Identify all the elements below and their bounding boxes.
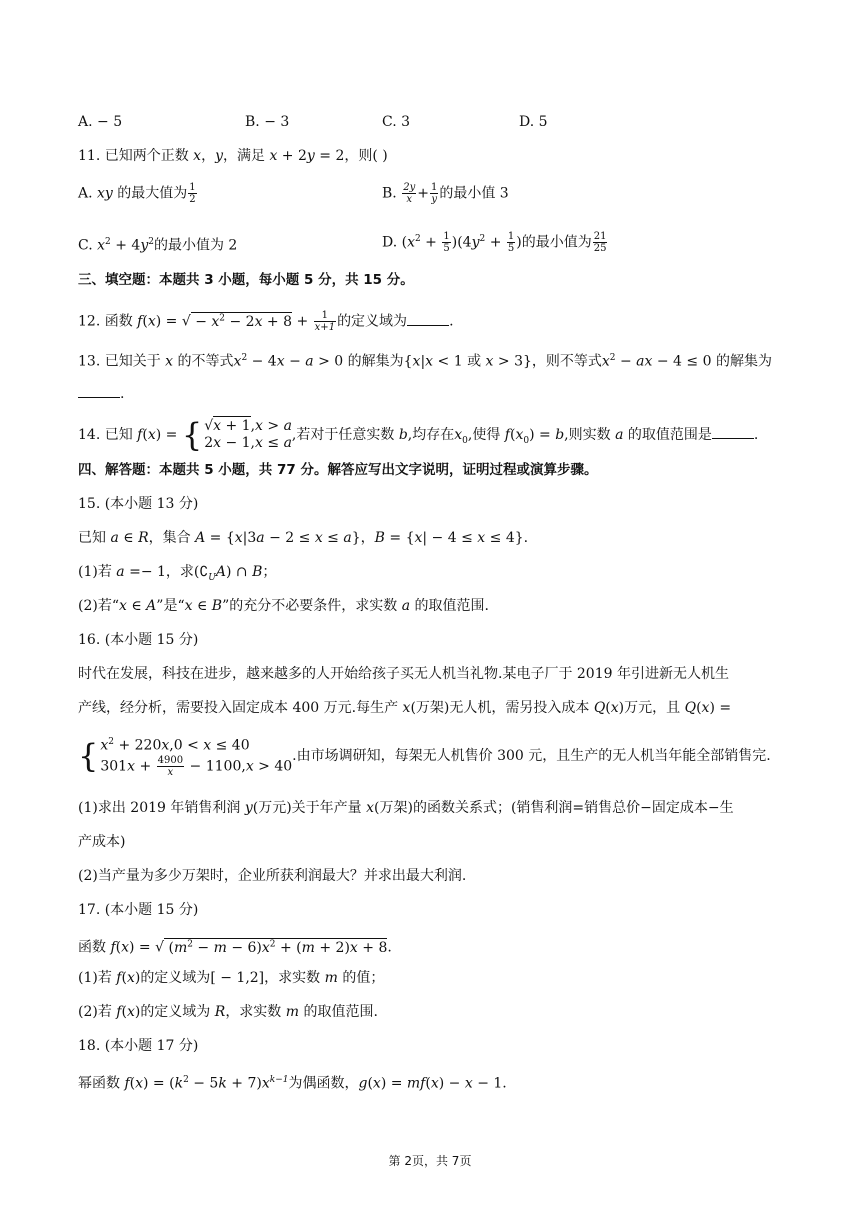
- question-16-part-1-cont: 产成本): [78, 834, 126, 850]
- section-4-heading: 四、解答题：本题共 5 小题，共 77 分。解答应写出文字说明，证明过程或演算步骤。: [78, 462, 598, 478]
- question-15-part-1: (1)若 a =− 1，求$(∁_UA)$ ∩ B；: [78, 564, 277, 583]
- question-18-stem: 幂函数 $f(x) = (k^2 - 5k + 7)x^{k-1}$为偶函数，g(x) = mf(x) − x − 1.: [78, 1075, 507, 1092]
- question-17-heading: 17. (本小题 15 分): [78, 902, 199, 918]
- question-16-piecewise: { $x^2 + 220x,0 < x \le 40$ 301x + $\frac{4900}{x}$ − 1100,x > 40 .由市场调研知，每架无人机售价 300 元，且生产的无人机当年能全部销售完.: [78, 736, 771, 778]
- option-d: D. 5: [519, 114, 548, 130]
- question-16-heading: 16. (本小题 15 分): [78, 632, 199, 648]
- question-15-heading: 15. (本小题 13 分): [78, 496, 199, 512]
- question-13: 13. 已知关于 x 的不等式$x^2 - 4x - a > 0$ 的解集为{x|x < 1 或 x > 3}，则不等式$x^2$ − ax − 4 ≤ 0 的解集为: [78, 353, 772, 370]
- question-12: 12. 函数 f(x) = √ − $x^2 - 2x + 8$ + $\frac{1}{x+1}$ 的定义域为 .: [78, 310, 454, 334]
- option-c: C. 3: [382, 114, 411, 130]
- question-11-option-c: C. $x^2 + 4y^2$的最小值为 2: [78, 237, 238, 254]
- question-18-heading: 18. (本小题 17 分): [78, 1038, 199, 1054]
- question-15-stem: 已知 a ∈ R，集合 A = {x|3a − 2 ≤ x ≤ a}，B = {x| − 4 ≤ x ≤ 4}.: [78, 530, 529, 546]
- question-16-line-2: 产线，经分析，需要投入固定成本 400 万元.每生产 x(万架)无人机，需另投入成本 Q(x)万元，且 Q(x) =: [78, 700, 732, 716]
- question-11-option-b: B. $\frac{2y}{x}$ + $\frac{1}{y}$ 的最小值 3: [382, 182, 509, 205]
- question-11-option-d: D. ($x^2$ + $\frac{1}{5}$ )($4y^2$ + $\frac{1}{5}$ )的最小值为 $\frac{21}{25}$: [382, 231, 607, 255]
- question-14: 14. 已知 f(x) = { √x + 1,x > a 2x − 1,x ≤ a ,若对于任意实数 b,均存在$x_0$,使得 $f(x_0) = b$,则实数 a 的取值范围是 .: [78, 416, 759, 454]
- option-b: B. − 3: [245, 114, 290, 130]
- question-11-option-a: A. xy 的最大值为 $\frac{1}{2}$: [78, 182, 196, 205]
- question-17-part-2: (2)若 f(x)的定义域为 R，求实数 m 的取值范围.: [78, 1004, 378, 1020]
- option-a: A. − 5: [78, 114, 123, 130]
- page-footer: 第 2页，共 7页: [388, 1154, 472, 1168]
- question-15-part-2: (2)若“x ∈ A”是“x ∈ B”的充分不必要条件，求实数 a 的取值范围.: [78, 598, 489, 614]
- question-17-part-1: (1)若 f(x)的定义域为[ − 1,2]，求实数 m 的值；: [78, 970, 385, 986]
- question-16-part-2: (2)当产量为多少万架时，企业所获利润最大？并求出最大利润.: [78, 868, 467, 884]
- question-17-stem: 函数 f(x) = √ $(m^2 - m - 6)x^2 + (m + 2)x + 8$.: [78, 939, 392, 956]
- question-16-line-1: 时代在发展，科技在进步，越来越多的人开始给孩子买无人机当礼物.某电子厂于 2019 年引进新无人机生: [78, 666, 729, 682]
- question-16-part-1: (1)求出 2019 年销售利润 y(万元)关于年产量 x(万架)的函数关系式；(销售利润=销售总价−固定成本−生: [78, 800, 734, 816]
- section-3-heading: 三、填空题：本题共 3 小题，每小题 5 分，共 15 分。: [78, 272, 414, 288]
- question-11-stem: 11. 已知两个正数 x，y，满足 x + 2y = 2，则( ): [78, 148, 388, 164]
- question-13-blank: .: [78, 384, 124, 404]
